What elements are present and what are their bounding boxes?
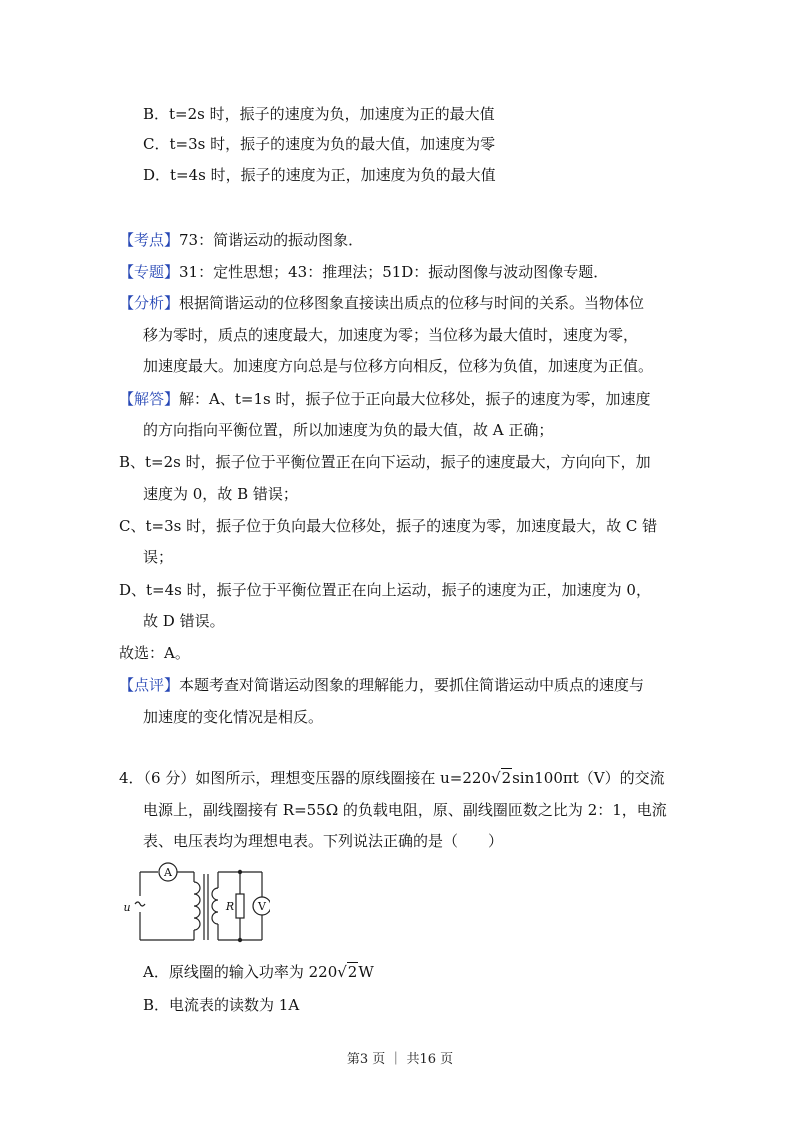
jieda-d-line-2: 故 D 错误。 xyxy=(143,612,225,630)
page-footer: 第3 页 ｜ 共16 页 xyxy=(346,1052,454,1067)
kaodian-tag: 【考点】 xyxy=(119,231,180,249)
resistor-symbol xyxy=(236,894,244,918)
q4-line-2: 电源上，副线圈接有 R=55Ω 的负载电阻，原、副线圈匝数之比为 2：1，电流 xyxy=(143,801,667,819)
sqrt-2-radicand: 2 xyxy=(501,769,512,787)
q4-option-a-post: W xyxy=(358,963,374,981)
fenxi-line-1 xyxy=(119,293,644,313)
sqrt-2-q4: √2 xyxy=(491,769,512,787)
kaodian-text: 73：简谐运动的振动图象． xyxy=(179,231,364,249)
option-b-q3: B．t=2s 时，振子的速度为负，加速度为正的最大值 xyxy=(143,105,495,123)
jieda-line-2: 的方向指向平衡位置，所以加速度为负的最大值，故 A 正确； xyxy=(143,421,554,439)
jieda-c-line-2: 误； xyxy=(143,548,174,566)
jieda-c-line-1: C、t=3s 时，振子位于负向最大位移处，振子的速度为零，加速度最大，故 C 错 xyxy=(119,517,658,535)
transformer-circuit-figure xyxy=(120,860,270,948)
option-d-q3: D．t=4s 时，振子的速度为正，加速度为负的最大值 xyxy=(143,166,496,184)
voltmeter-label: V xyxy=(258,900,266,913)
jieda-b-line-2: 速度为 0，故 B 错误； xyxy=(143,485,298,503)
fenxi-line-3: 加速度最大。加速度方向总是与位移方向相反，位移为负值，加速度为正值。 xyxy=(143,357,654,375)
zhuanti-text: 31：定性思想；43：推理法；51D：振动图像与波动图像专题． xyxy=(179,263,609,281)
ammeter-label: A xyxy=(164,866,172,879)
jieda-b-line-1: B、t=2s 时，振子位于平衡位置正在向下运动，振子的速度最大，方向向下，加 xyxy=(119,453,651,471)
q4-option-b: B．电流表的读数为 1A xyxy=(143,996,300,1014)
ac-source-symbol xyxy=(135,902,145,906)
q4-option-a-pre: A．原线圈的输入功率为 220 xyxy=(143,963,338,981)
zhuanti-line xyxy=(119,262,608,282)
junction-bottom xyxy=(238,938,241,941)
q4-line-3: 表、电压表均为理想电表。下列说法正确的是（ ） xyxy=(143,832,504,850)
primary-coil xyxy=(194,882,200,930)
q4-line-1 xyxy=(119,768,665,788)
junction-top xyxy=(238,870,241,873)
fenxi-tag: 【分析】 xyxy=(119,294,180,312)
kaodian-line xyxy=(119,230,363,250)
resistor-label: R xyxy=(225,900,235,913)
jieda-text-1: 解：A、t=1s 时，振子位于正向最大位移处，振子的速度为零，加速度 xyxy=(179,390,651,408)
fenxi-text-1: 根据简谐运动的位移图象直接读出质点的位移与时间的关系。当物体位 xyxy=(179,294,645,312)
jieda-line-1 xyxy=(119,389,650,409)
dianping-text-1: 本题考查对简谐运动图象的理解能力，要抓住简谐运动中质点的速度与 xyxy=(179,676,645,694)
sqrt-2-option-a: √2 xyxy=(337,963,358,981)
fenxi-line-2: 移为零时，质点的速度最大，加速度为零；当位移为最大值时，速度为零， xyxy=(143,326,639,344)
dianping-line-2: 加速度的变化情况是相反。 xyxy=(143,708,324,726)
dianping-tag: 【点评】 xyxy=(119,676,180,694)
dianping-line-1 xyxy=(119,675,644,695)
jieda-d-line-1: D、t=4s 时，振子位于平衡位置正在向上运动，振子的速度为正，加速度为 0， xyxy=(119,581,651,599)
sqrt-2-option-a-radicand: 2 xyxy=(347,963,358,981)
q4-line1-post: sin100πt（V）的交流 xyxy=(512,769,665,787)
zhuanti-tag: 【专题】 xyxy=(119,263,180,281)
option-c-q3: C．t=3s 时，振子的速度为负的最大值，加速度为零 xyxy=(143,135,496,153)
secondary-coil xyxy=(212,888,218,924)
source-label: u xyxy=(123,901,131,914)
q4-line1-pre: 4．（6 分）如图所示，理想变压器的原线圈接在 u=220 xyxy=(119,769,491,787)
answer-line: 故选：A。 xyxy=(119,644,190,662)
jieda-tag: 【解答】 xyxy=(119,390,180,408)
q4-option-a xyxy=(143,962,374,982)
